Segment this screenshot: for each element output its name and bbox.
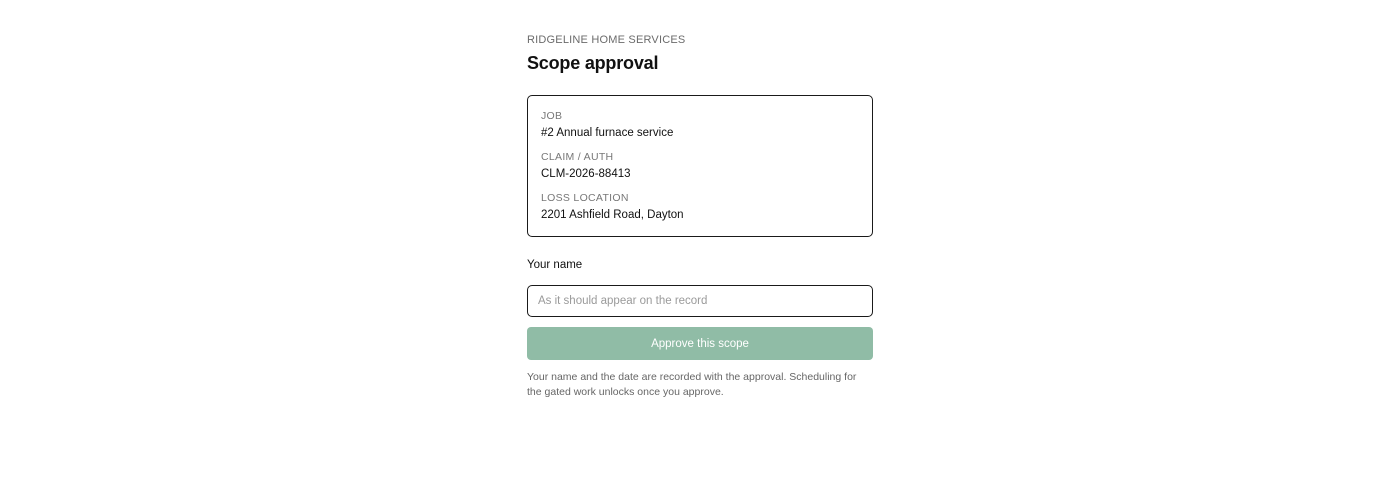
name-input[interactable] — [527, 285, 873, 317]
job-details-card — [527, 95, 873, 237]
location-detail — [541, 192, 859, 233]
approval-note: Your name and the date are recorded with the approval. Scheduling for the gated work unlocks once you approve. — [527, 371, 857, 398]
job-value: #2 Annual furnace service — [541, 127, 674, 139]
claim-value: CLM-2026-88413 — [541, 168, 631, 180]
job-label: JOB — [541, 110, 563, 122]
claim-detail — [541, 151, 859, 192]
job-detail — [541, 110, 859, 151]
company-name: RIDGELINE HOME SERVICES — [527, 34, 686, 46]
name-field-label: Your name — [527, 259, 583, 271]
claim-label: CLAIM / AUTH — [541, 151, 614, 163]
approve-scope-button[interactable]: Approve this scope — [527, 327, 873, 360]
location-label: LOSS LOCATION — [541, 192, 629, 204]
location-value: 2201 Ashfield Road, Dayton — [541, 209, 684, 221]
page-title: Scope approval — [527, 53, 659, 73]
approval-panel — [527, 33, 873, 400]
